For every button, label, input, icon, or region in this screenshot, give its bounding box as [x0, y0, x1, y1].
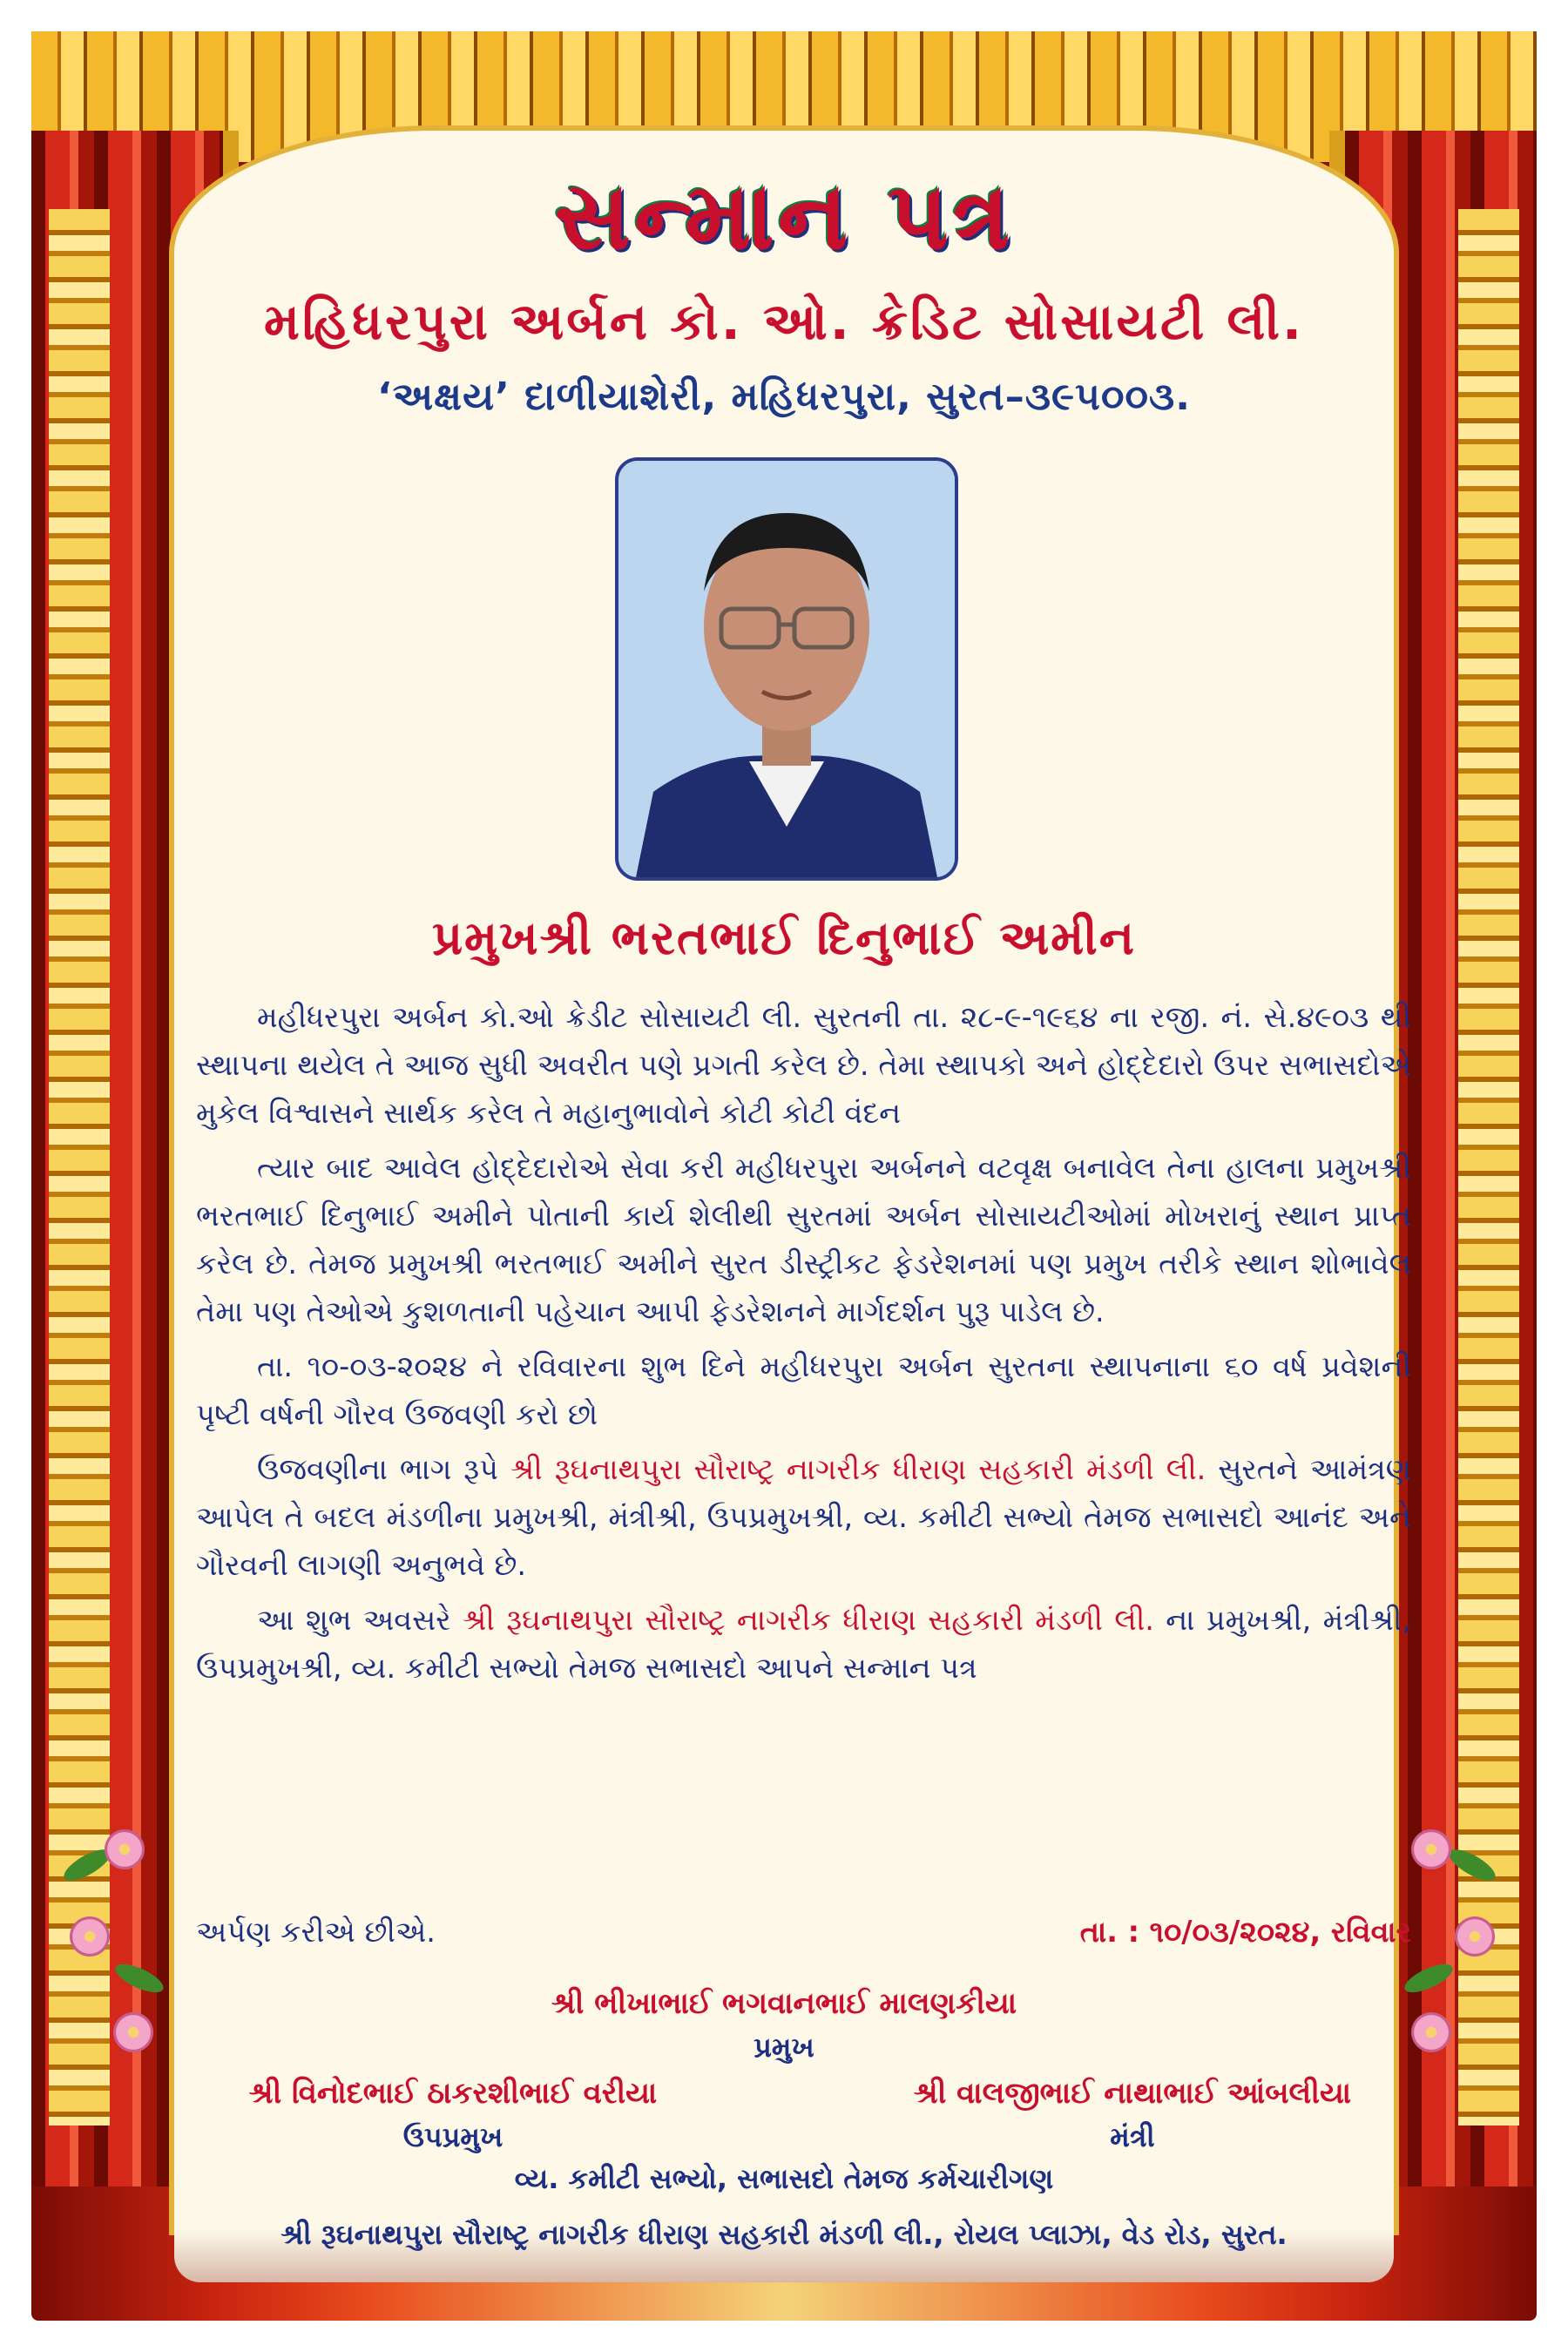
honor-society-name: શ્રી રૂઘનાથપુરા સૌરાષ્ટ્ર નાગરીક ધીરાણ સહકારી મંડળી લી. — [462, 1603, 1154, 1637]
president-name: શ્રી ભીખાભાઈ ભગવાનભાઈ માલણકીયા — [551, 1986, 1017, 2021]
paragraph-invitation — [196, 1445, 1411, 1589]
secretary-name: શ્રી વાલજીભાઈ નાથાભાઈ આંબલીયા — [913, 2076, 1352, 2111]
page-title: સન્માન પત્ર — [554, 161, 1014, 271]
flower-icon — [70, 1916, 110, 1957]
president-role: પ્રમુખ — [754, 2031, 814, 2064]
flower-icon — [1411, 1829, 1451, 1869]
vice-president-role: ઉપપ્રમુખ — [402, 2120, 504, 2153]
honoree-photo — [615, 457, 958, 881]
organization-name: મહિધરપુરા અર્બન કો. ઓ. ક્રેડિટ સોસાયટી લી. — [264, 292, 1304, 351]
letter-body — [196, 993, 1411, 1699]
paragraph-celebration: તા. ૧૦-૦૩-૨૦૨૪ ને રવિવારના શુભ દિને મહીધરપુરા અર્બન સુરતના સ્થાપનાના ૬૦ વર્ષ પ્રવેશની પૃષ્ટી વર્ષની ગૌરવ ઉજવણી કરો છો — [196, 1349, 1411, 1431]
footer-address: શ્રી રૂઘનાથપુરા સૌરાષ્ટ્ર નાગરીક ધીરાણ સહકારી મંડળી લી., રોયલ પ્લાઝા, વેડ રોડ, સુરત. — [280, 2218, 1288, 2251]
organization-address: ‘અક્ષય’ દાળીયાશેરી, મહિધરપુરા, સુરત–૩૯૫૦૦૩. — [377, 375, 1191, 419]
paragraph-honor — [196, 1596, 1411, 1692]
invitation-start: ઉજવણીના ભાગ રૂપે — [257, 1452, 510, 1486]
flower-icon — [105, 1829, 145, 1869]
paragraph-leadership: ત્યાર બાદ આવેલ હોદ્દેદારોએ સેવા કરી મહીધરપુરા અર્બનને વટવૃક્ષ બનાવેલ તેના હાલના પ્રમુખશ્રી ભરતભાઈ દિનુભાઈ અમીને પોતાની કાર્ય શેલીથી સુરતમાં અર્બન સોસાયટીઓમાં મોખરાનું સ્થાન પ્રાપ્ત કરેલ છે. તેમજ પ્રમુખશ્રી ભરતભાઈ અમીને સુરત ડીસ્ટ્રીકટ ફેડરેશનમાં પણ પ્રમુખ તરીકે સ્થાન શોભાવેલ તેમા પણ તેઓએ કુશળતાની પહેચાન આપી ફેડરેશનને માર્ગદર્શન પુરૂ પાડેલ છે. — [196, 1151, 1411, 1328]
honoree-name: પ્રમુખશ્રી ભરતભાઈ દિનુભાઈ અમીન — [432, 910, 1136, 965]
signatory-secretary — [854, 2072, 1411, 2159]
signatory-vice-president — [183, 2072, 723, 2159]
letter-date: તા. : ૧૦/૦૩/૨૦૨૪, રવિવાર — [1079, 1915, 1411, 1949]
vice-president-name: શ્રી વિનોદભાઈ ઠાકરશીભાઈ વરીયા — [248, 2076, 658, 2111]
portrait-icon — [618, 461, 955, 877]
closing-line — [196, 1908, 1411, 1956]
invitation-end: સુરતને આમંત્રણ આપેલ તે બદલ મંડળીના પ્રમુખશ્રી, મંત્રીશ્રી, ઉપપ્રમુખશ્રી, વ્ય. કમીટી સભ્યો તેમજ સભાસદો આનંદ અને ગૌરવની લાગણી અનુભવે છે. — [196, 1452, 1411, 1582]
honor-start: આ શુભ અવસરે — [257, 1603, 463, 1637]
committee-line: વ્ય. કમીટી સભ્યો, સભાસદો તેમજ કર્મચારીગણ — [514, 2162, 1054, 2195]
flower-icon — [1455, 1916, 1495, 1957]
secretary-role: મંત્રી — [1110, 2120, 1155, 2153]
closing-text: અર્પણ કરીએ છીએ. — [196, 1915, 436, 1949]
invitation-society-name: શ્રી રૂઘનાથપુરા સૌરાષ્ટ્ર નાગરીક ધીરાણ સહકારી મંડળી લી. — [510, 1452, 1206, 1486]
paragraph-founding: મહીધરપુરા અર્બન કો.ઓ ક્રેડીટ સોસાયટી લી. સુરતની તા. ૨૮-૯-૧૯૬૪ ના રજી. નં. સે.૪૯૦૩ થી સ્થાપના થયેલ તે આજ સુધી અવરીત પણે પ્રગતી કરેલ છે. તેમા સ્થાપકો અને હોદ્દેદારો ઉપર સભાસદોએ મુકેલ વિશ્વાસને સાર્થક કરેલ તે મહાનુભાવોને કોટી કોટી વંદન — [196, 1000, 1411, 1130]
leaf-icon — [1445, 1843, 1500, 1886]
signatory-president — [0, 1982, 1568, 2069]
honor-end: ના પ્રમુખશ્રી, મંત્રીશ્રી, ઉપપ્રમુખશ્રી, વ્ય. કમીટી સભ્યો તેમજ સભાસદો આપને સન્માન પત્ર — [196, 1603, 1411, 1685]
